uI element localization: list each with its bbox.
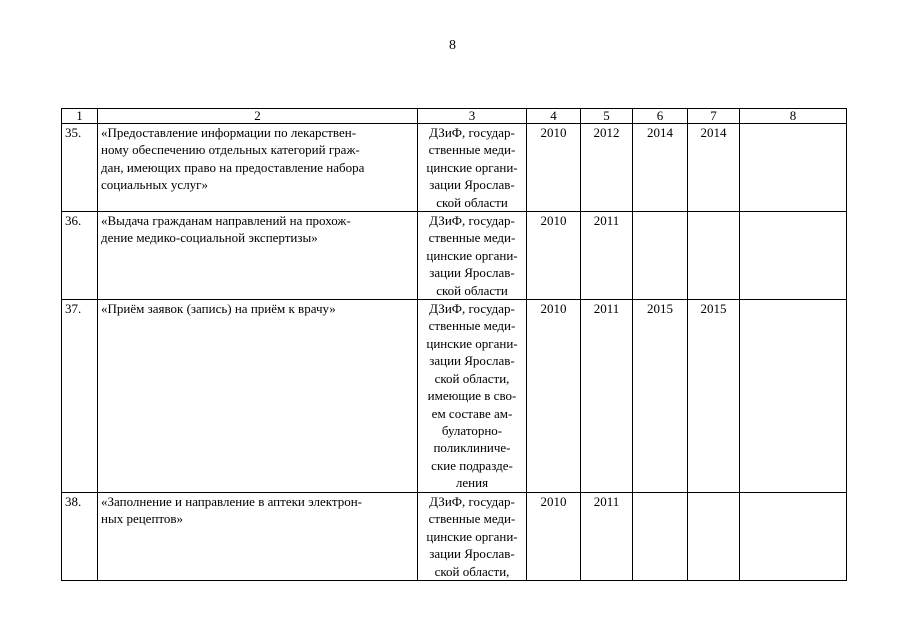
year-cell: 2010 <box>527 493 581 581</box>
service-name-line: «Приём заявок (запись) на приём к врачу» <box>101 301 336 317</box>
executor <box>418 493 527 581</box>
executor <box>418 300 527 493</box>
service-name-line: «Выдача гражданам направлений на прохож- <box>101 213 351 229</box>
year-cell: 2011 <box>581 300 633 493</box>
row-number: 38. <box>62 493 98 581</box>
year-cell <box>688 212 740 300</box>
executor-line: зации Ярослав- <box>429 265 515 281</box>
year-cell <box>633 212 688 300</box>
executor-line: ственные меди- <box>428 230 516 246</box>
service-name-line: «Заполнение и направление в аптеки электрон- <box>101 494 362 510</box>
notes-cell <box>740 212 847 300</box>
executor <box>418 124 527 212</box>
executor-line: ственные меди- <box>428 511 516 527</box>
row-number: 35. <box>62 124 98 212</box>
year-cell: 2010 <box>527 212 581 300</box>
executor-line: ской области, <box>434 563 510 579</box>
executor-line: зации Ярослав- <box>429 353 515 369</box>
executor-line: ские подразде- <box>431 457 513 473</box>
executor-line: ственные меди- <box>428 318 516 334</box>
table-row <box>62 300 847 493</box>
executor-line: ем составе ам- <box>431 405 513 421</box>
header-cell: 2 <box>98 109 418 124</box>
notes-cell <box>740 124 847 212</box>
service-name-line: «Предоставление информации по лекарствен- <box>101 125 357 140</box>
service-name-line: дан, имеющих право на предоставление набора <box>101 159 365 175</box>
service-name <box>98 493 418 581</box>
notes-cell <box>740 300 847 493</box>
header-cell: 6 <box>633 109 688 124</box>
table-row <box>62 124 847 212</box>
executor-line: ской области, <box>434 370 510 386</box>
executor-line: ской области <box>436 194 508 210</box>
service-name-line: дение медико-социальной экспертизы» <box>101 230 318 246</box>
executor-line: ДЗиФ, государ- <box>429 125 515 140</box>
year-cell: 2011 <box>581 212 633 300</box>
executor-line: зации Ярослав- <box>429 546 515 562</box>
service-name-line: ных рецептов» <box>101 511 184 527</box>
table-row <box>62 493 847 581</box>
executor-line: булаторно- <box>441 422 503 438</box>
header-cell: 1 <box>62 109 98 124</box>
year-cell: 2015 <box>688 300 740 493</box>
service-name-line: ному обеспечению отдельных категорий граж- <box>101 142 360 158</box>
table-header-row <box>62 109 847 124</box>
executor-line: зации Ярослав- <box>429 177 515 193</box>
executor-line: имеющие в сво- <box>427 388 517 404</box>
table-row <box>62 212 847 300</box>
service-name <box>98 212 418 300</box>
executor-line: ДЗиФ, государ- <box>429 494 515 510</box>
year-cell: 2014 <box>633 124 688 212</box>
executor-line: поликлиниче- <box>433 440 511 456</box>
year-cell: 2011 <box>581 493 633 581</box>
executor-line: цинские органи- <box>426 247 518 263</box>
executor-line: ственные меди- <box>428 142 516 158</box>
row-number: 37. <box>62 300 98 493</box>
executor-line: цинские органи- <box>426 335 518 351</box>
year-cell: 2012 <box>581 124 633 212</box>
header-cell: 3 <box>418 109 527 124</box>
header-cell: 8 <box>740 109 847 124</box>
row-number: 36. <box>62 212 98 300</box>
year-cell: 2014 <box>688 124 740 212</box>
executor-line: цинские органи- <box>426 528 518 544</box>
service-name <box>98 124 418 212</box>
year-cell <box>688 493 740 581</box>
executor-line: ДЗиФ, государ- <box>429 213 515 229</box>
executor <box>418 212 527 300</box>
year-cell <box>633 493 688 581</box>
header-cell: 4 <box>527 109 581 124</box>
header-cell: 5 <box>581 109 633 124</box>
executor-line: ской области <box>436 282 508 298</box>
service-name <box>98 300 418 493</box>
executor-line: цинские органи- <box>426 159 518 175</box>
page-number: 8 <box>449 38 456 53</box>
notes-cell <box>740 493 847 581</box>
year-cell: 2015 <box>633 300 688 493</box>
executor-line: ления <box>455 475 489 491</box>
year-cell: 2010 <box>527 124 581 212</box>
service-name-line: социальных услуг» <box>101 177 209 193</box>
year-cell: 2010 <box>527 300 581 493</box>
executor-line: ДЗиФ, государ- <box>429 301 515 317</box>
services-table <box>61 108 847 581</box>
header-cell: 7 <box>688 109 740 124</box>
